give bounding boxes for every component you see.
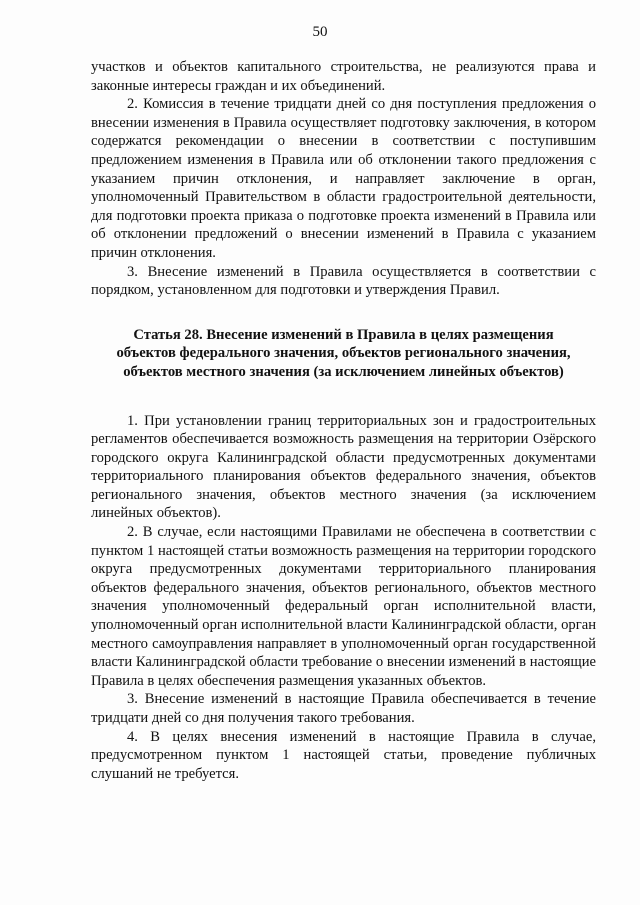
continuation-paragraph: участков и объектов капитального строительства, не реализуются права и законные интересы граждан и их объединений.: [91, 59, 596, 94]
article-heading-line: Статья 28. Внесение изменений в Правила в целях размещения: [133, 326, 554, 343]
page-number: 50: [312, 24, 328, 40]
paragraph-2: 2. Комиссия в течение тридцати дней со дня поступления предложения о внесении изменения в Правила осуществляет подготовку заключения, в котором содержатся рекомендации о внесении в соответствии с поступившим предложением изменения в Правила или об отклонении такого предложения с указанием причин отклонения, и направляет заключение в орган, уполномоченный Правительством в области градостроительной деятельности, для подготовки проекта приказа о подготовке проекта изменений в Правила или об отклонении предложений о внесении изменений в Правила с указанием причин отклонения.: [91, 96, 596, 261]
article-28-paragraph-1: 1. При установлении границ территориальных зон и градостроительных регламентов обеспечивается возможность размещения на территории Озёрского городского округа Калининградской области предусмотренных документами территориального планирования объектов федерального значения, объектов регионального значения, объектов местного значения (за исключением линейных объектов).: [91, 412, 596, 522]
article-28-paragraph-4: 4. В целях внесения изменений в настоящие Правила в случае, предусмотренном пунктом 1 настоящей статьи, проведение публичных слушаний не требуется.: [91, 728, 596, 782]
article-28-paragraph-2: 2. В случае, если настоящими Правилами не обеспечена в соответствии с пунктом 1 настоящей статьи возможность размещения на территории городского округа предусмотренных документами территориального планирования объектов федерального значения, объектов регионального, объектов местного значения уполномоченный федеральный орган исполнительной власти, уполномоченный орган исполнительной власти Калининградской области, орган местного самоуправления направляет в уполномоченный орган государственной власти Калининградской области требование о внесении изменений в настоящие Правила в целях обеспечения размещения указанных объектов.: [91, 524, 596, 689]
article-heading-line: объектов федерального значения, объектов регионального значения,: [116, 345, 571, 362]
article-heading-line: объектов местного значения (за исключением линейных объектов): [123, 363, 564, 380]
article-28-heading: [91, 326, 596, 382]
document-body: [91, 58, 596, 783]
article-28-paragraph-3: 3. Внесение изменений в настоящие Правила обеспечивается в течение тридцати дней со дня получения такого требования.: [91, 691, 596, 726]
paragraph-3: 3. Внесение изменений в Правила осуществляется в соответствии с порядком, установленном для подготовки и утверждения Правил.: [91, 263, 596, 299]
